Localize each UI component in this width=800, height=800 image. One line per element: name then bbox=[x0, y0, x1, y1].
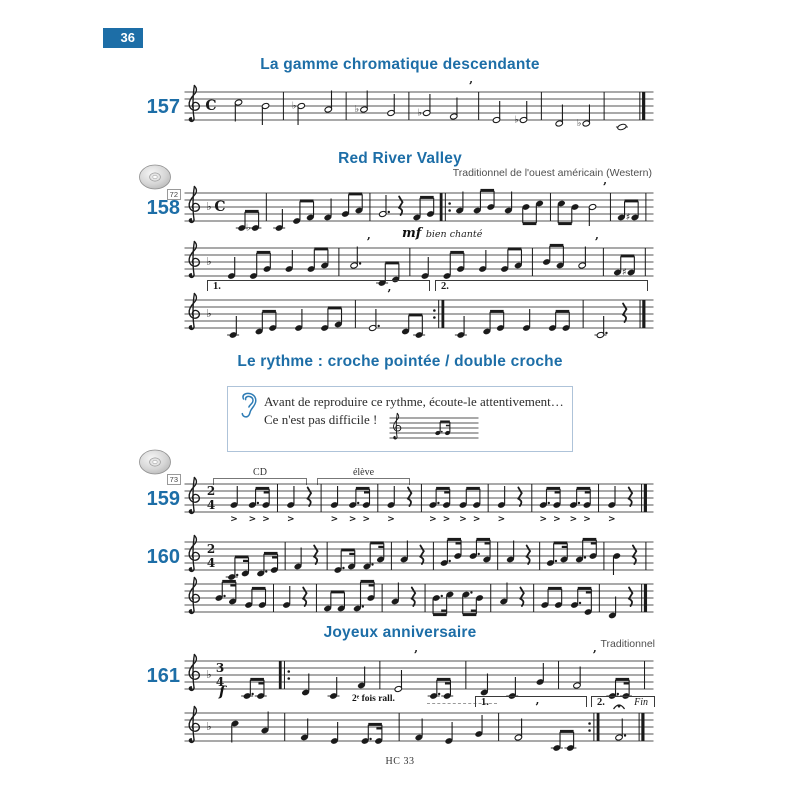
svg-text:C: C bbox=[205, 98, 217, 115]
svg-text:>: > bbox=[248, 514, 257, 525]
svg-text:>: > bbox=[387, 514, 395, 525]
svg-text:’: ’ bbox=[602, 180, 607, 194]
cd-track-number: 73 bbox=[167, 474, 181, 485]
staff-system-157 bbox=[183, 77, 655, 140]
svg-text:♭: ♭ bbox=[354, 104, 360, 115]
svg-text:C: C bbox=[214, 199, 226, 216]
mf-dynamic: mf bbox=[402, 226, 422, 241]
svg-text:2: 2 bbox=[206, 483, 216, 498]
svg-text:>: > bbox=[583, 514, 591, 525]
section-title-chromatic-scale: La gamme chromatique descendante bbox=[260, 56, 540, 73]
cd-track-icon-72 bbox=[137, 163, 183, 201]
svg-text:>: > bbox=[497, 514, 506, 525]
fin-label: Fin bbox=[634, 697, 648, 708]
svg-text:’: ’ bbox=[592, 648, 597, 662]
ear-icon bbox=[237, 392, 259, 420]
svg-text:♭: ♭ bbox=[292, 100, 297, 112]
section-title-joyeux-anniversaire: Joyeux anniversaire bbox=[323, 624, 477, 641]
staff-system-159 bbox=[183, 469, 655, 532]
page-number-badge: 36 bbox=[103, 28, 143, 48]
svg-text:>: > bbox=[330, 514, 339, 525]
volta-1-label: 1. bbox=[481, 697, 489, 708]
staff-system-160-line2 bbox=[183, 569, 655, 632]
svg-text:♭: ♭ bbox=[577, 118, 582, 129]
svg-text:2: 2 bbox=[206, 541, 216, 556]
tip-text-line2: Ce n'est pas difficile ! bbox=[264, 412, 378, 427]
svg-text:>: > bbox=[348, 514, 357, 525]
credit-red-river-valley: Traditionnel de l'ouest américain (Western) bbox=[452, 167, 652, 179]
eleve-part-label: élève bbox=[352, 467, 375, 478]
svg-text:4: 4 bbox=[206, 555, 216, 570]
svg-text:♭: ♭ bbox=[206, 719, 212, 733]
volta-2-label: 2. bbox=[597, 697, 605, 708]
svg-text:♭: ♭ bbox=[417, 107, 422, 119]
svg-text:>: > bbox=[429, 514, 437, 525]
svg-text:’: ’ bbox=[468, 79, 473, 93]
svg-text:>: > bbox=[230, 514, 238, 525]
volta-1-label: 1. bbox=[213, 281, 221, 292]
f-dynamic: f bbox=[219, 684, 226, 700]
exercise-number-158: 158 bbox=[146, 197, 180, 219]
svg-text:♭: ♭ bbox=[514, 114, 519, 126]
staff-system-161-line2 bbox=[183, 698, 655, 761]
svg-text:>: > bbox=[459, 514, 467, 525]
svg-text:>: > bbox=[262, 514, 270, 525]
svg-text:>: > bbox=[539, 514, 548, 525]
svg-text:>: > bbox=[286, 514, 295, 525]
svg-text:>: > bbox=[553, 514, 561, 525]
svg-text:♭: ♭ bbox=[206, 306, 212, 320]
page-footer-reference: HC 33 bbox=[385, 756, 415, 767]
svg-text:>: > bbox=[442, 514, 451, 525]
exercise-number-160: 160 bbox=[146, 546, 180, 568]
listening-tip-box bbox=[227, 386, 573, 452]
tip-text-line1: Avant de reproduire ce rythme, écoute-le attentivement… bbox=[264, 394, 564, 409]
svg-text:♯: ♯ bbox=[621, 267, 627, 278]
svg-text:’: ’ bbox=[366, 235, 371, 249]
svg-text:♭: ♭ bbox=[206, 254, 212, 268]
exercise-number-161: 161 bbox=[146, 665, 180, 687]
svg-text:’: ’ bbox=[413, 648, 418, 662]
second-time-rall-text: 2ᵉ fois rall. bbox=[352, 694, 395, 704]
svg-text:>: > bbox=[472, 514, 481, 525]
svg-text:3: 3 bbox=[215, 660, 225, 675]
credit-joyeux-anniversaire: Traditionnel bbox=[600, 638, 655, 650]
svg-text:>: > bbox=[608, 514, 616, 525]
svg-text:4: 4 bbox=[206, 497, 216, 512]
section-title-red-river-valley: Red River Valley bbox=[338, 150, 462, 167]
svg-text:♭: ♭ bbox=[206, 667, 212, 681]
svg-text:4: 4 bbox=[215, 674, 225, 689]
exercise-number-159: 159 bbox=[146, 488, 180, 510]
cd-part-label: CD bbox=[253, 467, 267, 478]
svg-text:>: > bbox=[569, 514, 578, 525]
cd-track-icon-73 bbox=[137, 448, 183, 486]
svg-text:♯: ♯ bbox=[625, 212, 631, 223]
exercise-number-157: 157 bbox=[146, 96, 180, 118]
svg-text:’: ’ bbox=[387, 287, 392, 301]
section-title-rhythm: Le rythme : croche pointée / double croche bbox=[237, 353, 563, 370]
svg-text:♭: ♭ bbox=[246, 222, 251, 234]
svg-text:>: > bbox=[362, 514, 371, 525]
cd-track-number: 72 bbox=[167, 189, 181, 200]
tip-rhythm-example-staff bbox=[388, 405, 480, 456]
staff-system-158-line3 bbox=[183, 285, 655, 348]
svg-text:’: ’ bbox=[535, 700, 540, 714]
svg-text:♭: ♭ bbox=[206, 199, 212, 213]
svg-text:’: ’ bbox=[594, 235, 599, 249]
mf-dynamic-text: bien chanté bbox=[425, 229, 483, 240]
volta-2-label: 2. bbox=[441, 281, 449, 292]
